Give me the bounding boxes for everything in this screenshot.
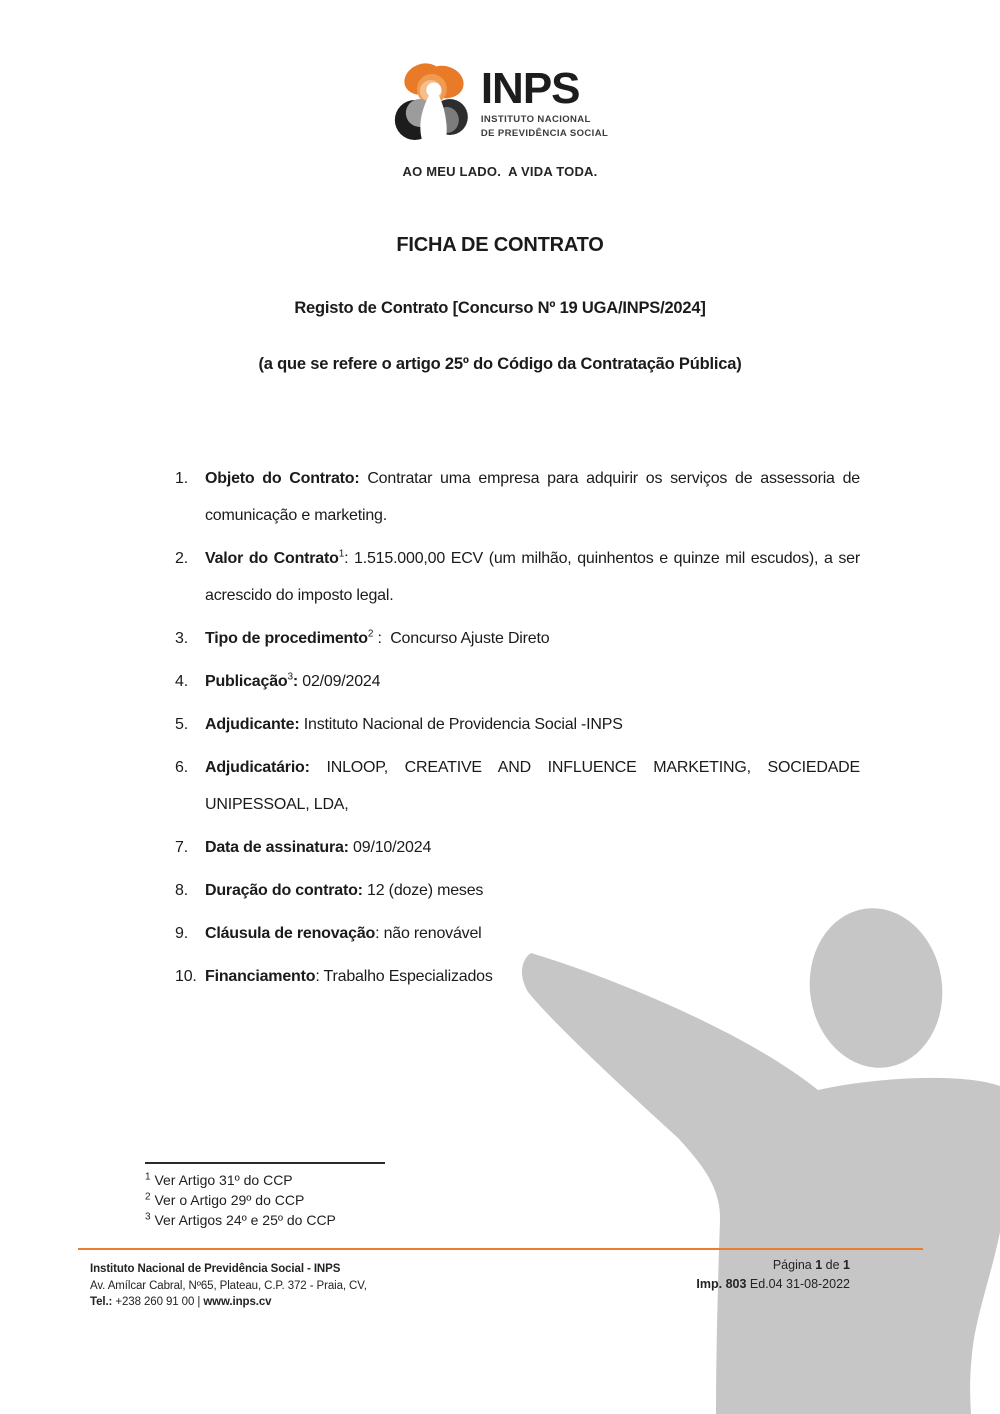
footnote-superscript: 2 <box>145 1191 151 1203</box>
item-text <box>205 663 860 700</box>
item-label: Financiamento <box>205 968 316 985</box>
footnote-text: Ver Artigo 31º do CCP <box>150 1172 293 1188</box>
page-title: FICHA DE CONTRATO <box>396 234 604 256</box>
footnote-text: Ver Artigos 24º e 25º do CCP <box>150 1212 336 1228</box>
list-item-valor <box>175 540 865 614</box>
item-number: 1. <box>175 470 188 487</box>
item-text <box>205 749 865 823</box>
footer-meta-block <box>696 1256 850 1294</box>
item-value: : Trabalho Especializados <box>315 968 493 985</box>
list-item-procedimento <box>175 620 860 657</box>
list-item-duracao <box>175 872 860 909</box>
item-label: Publicação <box>205 673 288 690</box>
item-value: : 1.515.000,00 ECV (um milhão, quinhentos e quinze mil escudos), a ser acrescido do imposto legal. <box>205 550 865 604</box>
item-value: INLOOP, CREATIVE AND INFLUENCE MARKETING, SOCIEDADE UNIPESSOAL, LDA, <box>205 759 865 813</box>
item-value: : Concurso Ajuste Direto <box>373 630 550 647</box>
item-number: 2. <box>175 550 188 567</box>
footer-tel-label: Tel.: <box>90 1296 113 1308</box>
footnote-item <box>145 1170 336 1190</box>
subtitle-artigo: (a que se refere o artigo 25º do Código da Contratação Pública) <box>258 355 742 373</box>
item-number: 4. <box>175 673 188 690</box>
item-label: Valor do Contrato <box>205 550 339 567</box>
item-text <box>205 872 860 909</box>
footer-page-number: Página 1 de 1 <box>772 1258 850 1272</box>
item-number: 9. <box>175 925 188 942</box>
logo-acronym: INPS <box>480 64 580 113</box>
item-text <box>205 620 860 657</box>
subtitle-registo: Registo de Contrato [Concurso Nº 19 UGA/INPS/2024] <box>294 299 706 317</box>
footnote-superscript: 1 <box>145 1171 151 1183</box>
item-value: 12 (doze) meses <box>362 882 484 899</box>
footnote-item <box>145 1190 336 1210</box>
logo-org-line1: INSTITUTO NACIONAL <box>480 114 591 126</box>
list-item-assinatura <box>175 829 860 866</box>
item-value: 09/10/2024 <box>348 839 432 856</box>
list-item-publicacao <box>175 663 860 700</box>
item-value: 02/09/2024 <box>298 673 381 690</box>
item-label: Duração do contrato: <box>205 882 363 899</box>
item-label: Data de assinatura: <box>205 839 349 856</box>
item-number: 8. <box>175 882 188 899</box>
item-value: : não renovável <box>375 925 482 942</box>
item-number: 6. <box>175 759 188 776</box>
item-number: 10. <box>175 968 197 985</box>
footnote-separator <box>145 1162 385 1164</box>
footer-contact <box>90 1294 367 1311</box>
item-value: Contratar uma empresa para adquirir os serviços de assessoria de comunicação e marketing. <box>205 470 865 524</box>
inps-logo <box>392 56 608 179</box>
list-item-adjudicatario <box>175 749 865 823</box>
footnote-superscript: 3 <box>145 1211 151 1223</box>
item-text <box>205 706 860 743</box>
footer-accent-rule <box>78 1248 923 1250</box>
item-label: Adjudicatário: <box>205 759 310 776</box>
list-item-financiamento <box>175 958 860 995</box>
item-value: Instituto Nacional de Providencia Social -INPS <box>299 716 623 733</box>
footnotes <box>145 1170 336 1230</box>
footer-org-name: Instituto Nacional de Previdência Social - INPS <box>90 1263 341 1275</box>
footer-website: www.inps.cv <box>203 1296 272 1308</box>
footer-imprint: Imp. 803 Ed.04 31-08-2022 <box>696 1277 850 1291</box>
item-text <box>205 958 860 995</box>
item-label-colon: : <box>292 673 298 690</box>
item-label: Objeto do Contrato: <box>205 470 360 487</box>
contract-list <box>175 460 865 1001</box>
inps-logo-mark-icon <box>392 56 470 153</box>
item-text <box>205 540 865 614</box>
footer-address: Av. Amílcar Cabral, Nº65, Plateau, C.P. 372 - Praia, CV, <box>90 1279 367 1292</box>
item-label: Adjudicante: <box>205 716 300 733</box>
logo-org-line2: DE PREVIDÊNCIA SOCIAL <box>480 128 609 140</box>
item-number: 5. <box>175 716 188 733</box>
item-superscript: 3 <box>287 671 293 683</box>
footer-org-block <box>90 1261 367 1311</box>
item-superscript: 1 <box>338 548 345 560</box>
item-text <box>205 829 860 866</box>
list-item-objeto <box>175 460 865 534</box>
logo-tagline: AO MEU LADO. A VIDA TODA. <box>402 164 598 179</box>
item-label: Tipo de procedimento <box>205 630 368 647</box>
footer-tel-value: +238 260 91 00 | <box>112 1296 204 1308</box>
item-superscript: 2 <box>367 628 374 640</box>
item-label: Cláusula de renovação <box>205 925 376 942</box>
list-item-renovacao <box>175 915 860 952</box>
footnote-item <box>145 1210 336 1230</box>
item-text <box>205 460 865 534</box>
item-text <box>205 915 860 952</box>
footnote-text: Ver o Artigo 29º do CCP <box>150 1192 305 1208</box>
list-item-adjudicante <box>175 706 860 743</box>
item-number: 3. <box>175 630 188 647</box>
item-number: 7. <box>175 839 188 856</box>
